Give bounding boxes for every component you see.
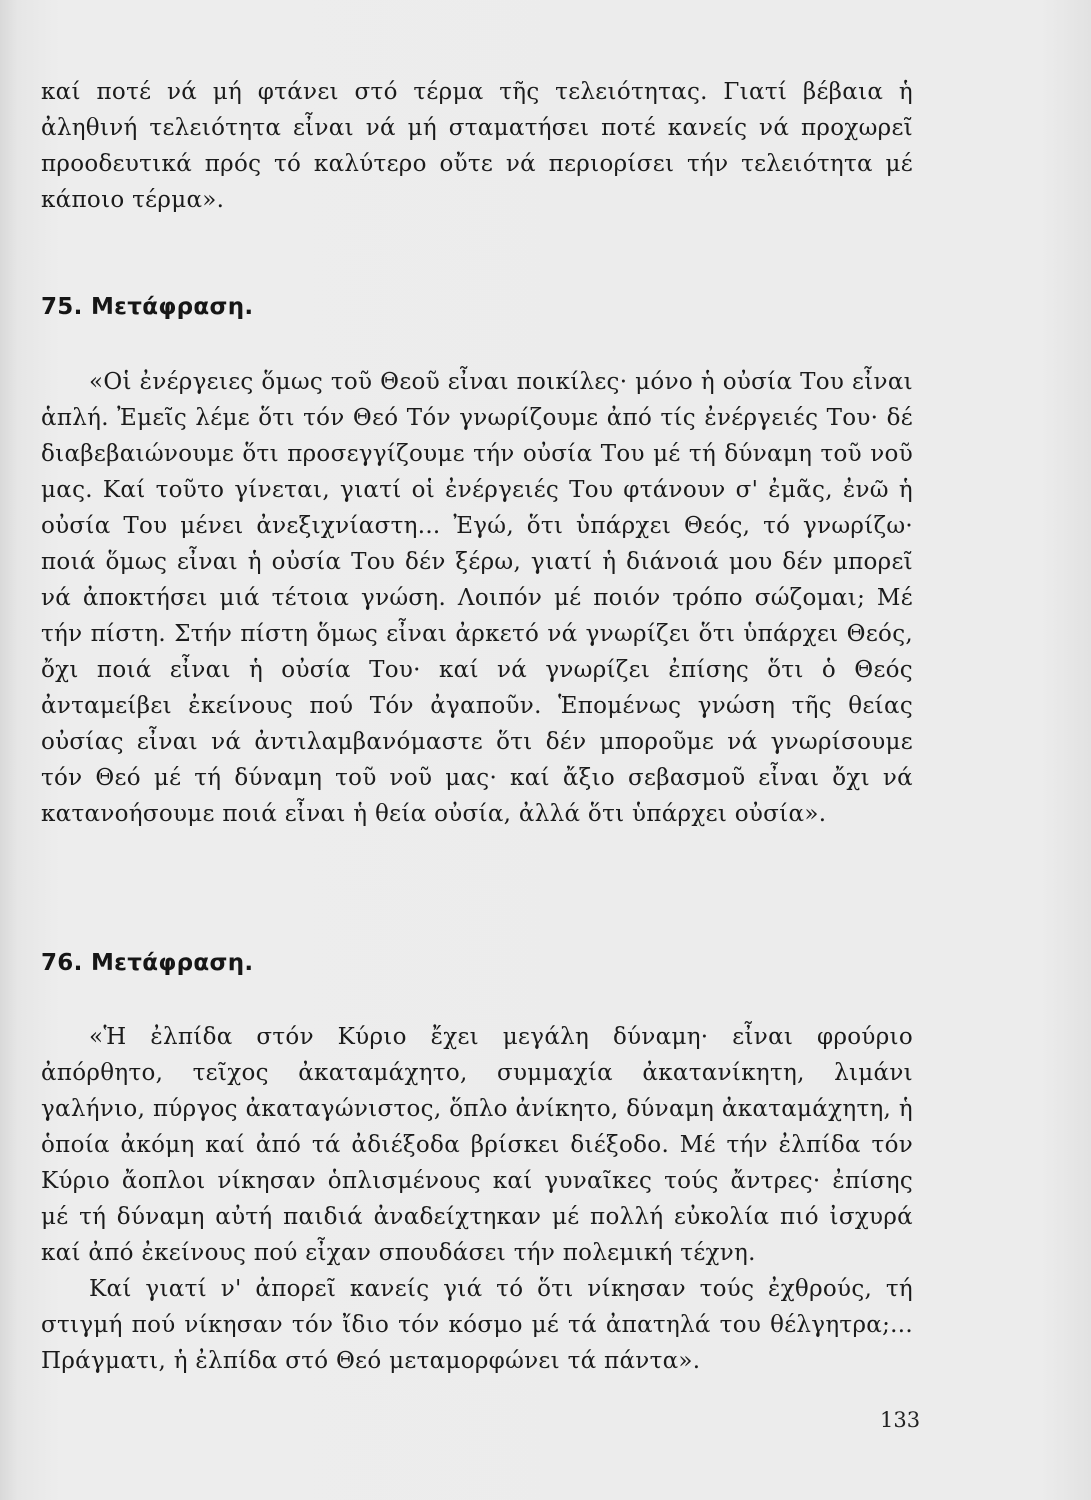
intro-text — [41, 74, 913, 218]
section-76-paragraph-2: Καί γιατί ν' ἀπορεῖ κανείς γιά τό ὅτι νίκησαν τούς ἐχθρούς, τή στιγμή πού νίκησαν τόν ἴδιο τόν κόσμο μέ τά ἀπατηλά του θέλγητρα;... Πράγματι, ἡ ἐλπίδα στό Θεό μεταμορφώνει τά πάντα». — [41, 1276, 913, 1374]
section-75-heading: 75. Μετάφραση. — [41, 294, 254, 320]
page-number: 133 — [880, 1408, 921, 1432]
section-75-paragraph: «Οἱ ἐνέργειες ὅμως τοῦ Θεοῦ εἶναι ποικίλες· μόνο ἡ οὐσία Του εἶναι ἁπλή. Ἐμεῖς λέμε ὅτι τόν Θεό Τόν γνωρίζουμε ἀπό τίς ἐνέργειές Του· δέ διαβεβαιώνουμε ὅτι προσεγγίζουμε τήν οὐσία Του μέ τή δύναμη τοῦ νοῦ μας. Καί τοῦτο γίνεται, γιατί οἱ ἐνέργειές Του φτάνουν σ' ἐμᾶς, ἐνῶ ἡ οὐσία Του μένει ἀνεξιχνίαστη... Ἐγώ, ὅτι ὑπάρχει Θεός, τό γνωρίζω· ποιά ὅμως εἶναι ἡ οὐσία Του δέν ξέρω, γιατί ἡ διάνοιά μου δέν μπορεῖ νά ἀποκτήσει μιά τέτοια γνώση. Λοιπόν μέ ποιόν τρόπο σώζομαι; Μέ τήν πίστη. Στήν πίστη ὅμως εἶναι ἀρκετό νά γνωρίζει ὅτι ὑπάρχει Θεός, ὄχι ποιά εἶναι ἡ οὐσία Του· καί νά γνωρίζει ἐπίσης ὅτι ὁ Θεός ἀνταμείβει ἐκείνους πού Τόν ἀγαποῦν. Ἑπομένως γνώση τῆς θείας οὐσίας εἶναι νά ἀντιλαμβανόμαστε ὅτι δέν μποροῦμε νά γνωρίσουμε τόν Θεό μέ τή δύναμη τοῦ νοῦ μας· καί ἄξιο σεβασμοῦ εἶναι ὄχι νά κατανοήσουμε ποιά εἶναι ἡ θεία οὐσία, ἀλλά ὅτι ὑπάρχει οὐσία». — [41, 369, 913, 827]
section-76-text — [41, 1019, 913, 1379]
section-76-paragraph-1: «Ἡ ἐλπίδα στόν Κύριο ἔχει μεγάλη δύναμη· εἶναι φρούριο ἀπόρθητο, τεῖχος ἀκαταμάχητο, συμμαχία ἀκατανίκητη, λιμάνι γαλήνιο, πύργος ἀκαταγώνιστος, ὅπλο ἀνίκητο, δύναμη ἀκαταμάχητη, ἡ ὁποία ἀκόμη καί ἀπό τά ἀδιέξοδα βρίσκει διέξοδο. Μέ τήν ἐλπίδα τόν Κύριο ἄοπλοι νίκησαν ὁπλισμένους καί γυναῖκες τούς ἄντρες· ἐπίσης μέ τή δύναμη αὐτή παιδιά ἀναδείχτηκαν μέ πολλή εὐκολία πιό ἰσχυρά καί ἀπό ἐκείνους πού εἶχαν σπουδάσει τήν πολεμική τέχνη. — [41, 1024, 913, 1266]
section-75-text — [41, 364, 913, 832]
intro-paragraph: καί ποτέ νά μή φτάνει στό τέρμα τῆς τελειότητας. Γιατί βέβαια ἡ ἀληθινή τελειότητα εἶναι νά μή σταματήσει ποτέ κανείς νά προχωρεῖ προοδευτικά πρός τό καλύτερο οὔτε νά περιορίσει τήν τελειότητα μέ κάποιο τέρμα». — [41, 79, 913, 213]
section-76-heading: 76. Μετάφραση. — [41, 950, 254, 976]
